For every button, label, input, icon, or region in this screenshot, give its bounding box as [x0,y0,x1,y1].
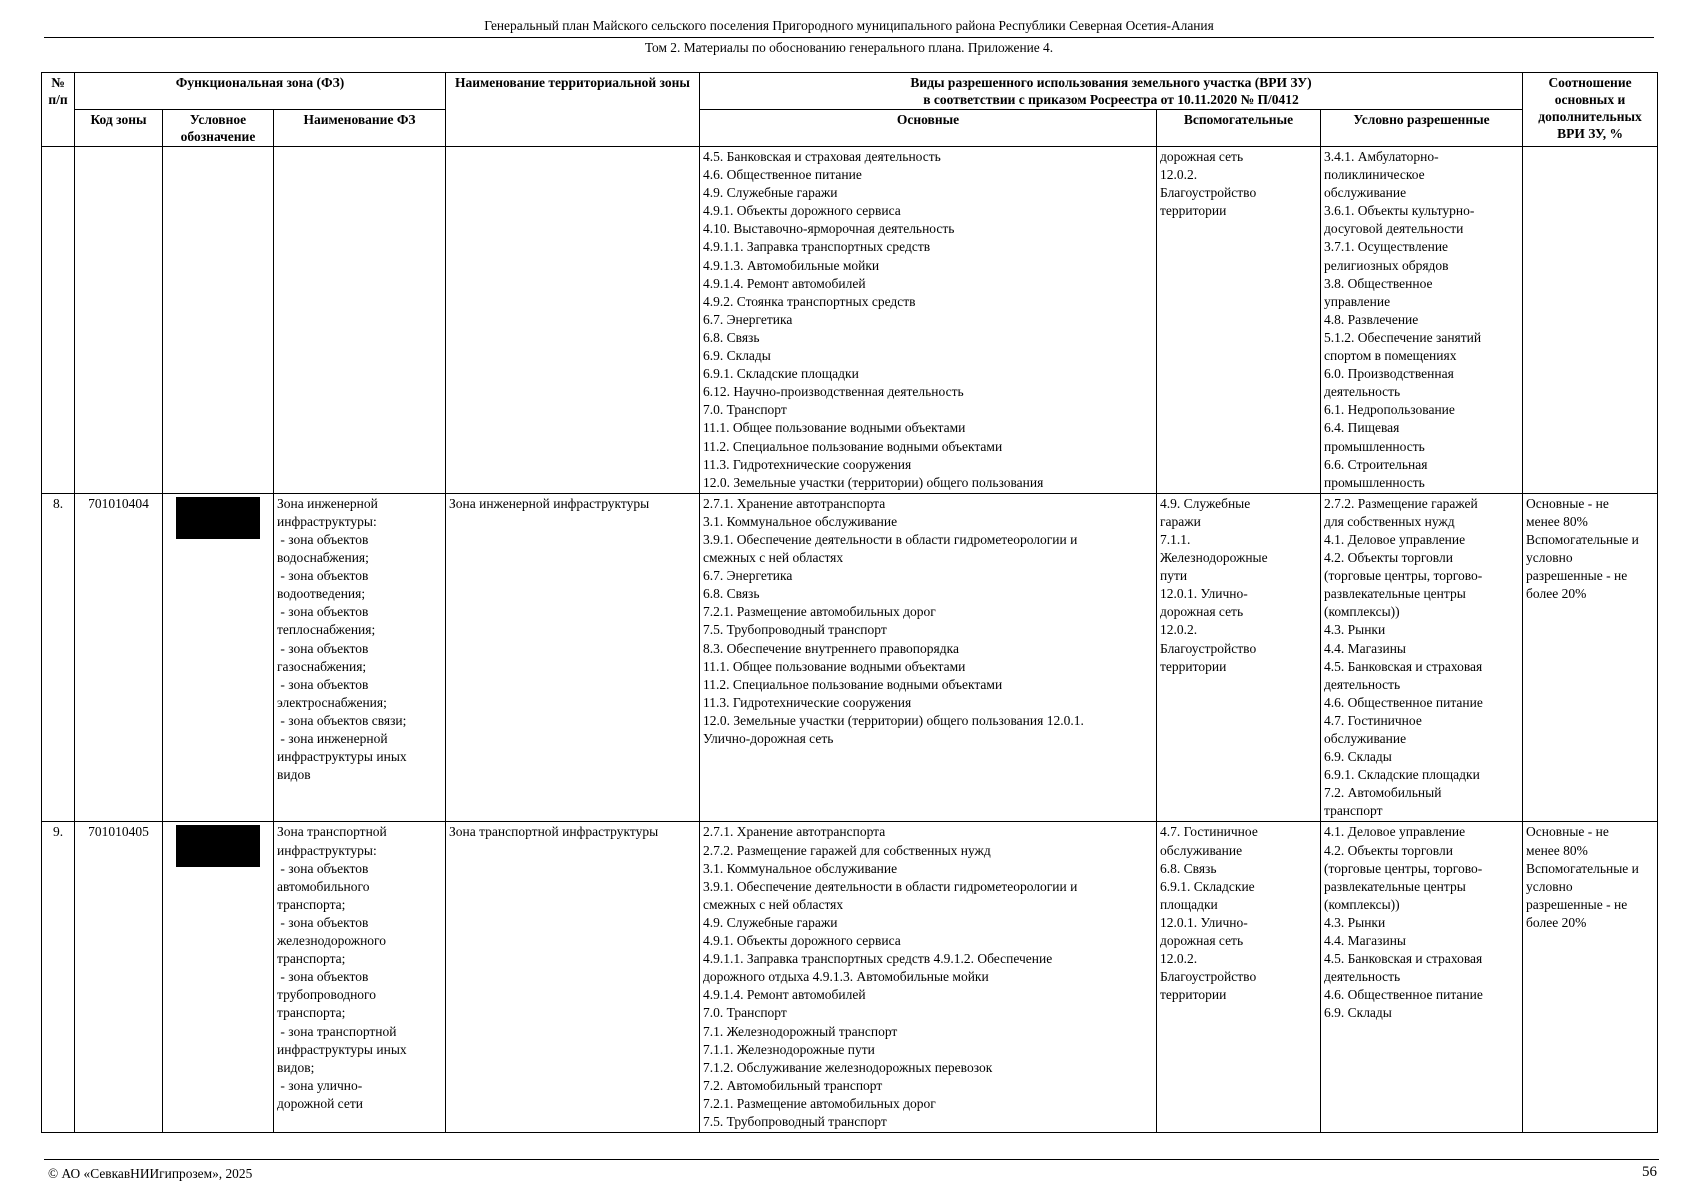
fz-name-cell [274,493,446,822]
header-divider [44,37,1654,38]
cell-line: - зона транспортной [277,1023,397,1039]
cell-line: Зона инженерной [277,495,378,511]
cell-line: - зона объектов [277,969,369,985]
cell-line: Вспомогательные и [1526,531,1639,547]
cell-line: 4.4. Магазины [1324,640,1407,656]
cell-line: дорожная сеть [1160,933,1244,949]
cell-line: 4.7. Гостиничное [1160,824,1258,840]
cell-line: 4.8. Развлечение [1324,311,1419,327]
cell-line: 3.1. Коммунальное обслуживание [703,860,898,876]
auxiliary-uses-cell [1157,493,1321,822]
zone-symbol-cell [163,822,274,1133]
cell-line: 6.9. Склады [1324,749,1392,765]
cell-line: Зона транспортной [277,824,387,840]
zone-code-cell [75,147,163,494]
cell-line: 11.1. Общее пользование водными объектами [703,420,966,436]
cell-line: 2.7.2. Размещение гаражей [1324,495,1478,511]
cell-line: территории [1160,203,1227,219]
footer-divider [44,1159,1659,1160]
cell-line: 7.1.1. [1160,531,1191,547]
cell-line: 4.9.1.4. Ремонт автомобилей [703,275,866,291]
cell-line: 6.6. Строительная [1324,456,1428,472]
cell-line: (торговые центры, торгово- [1324,568,1483,584]
zone-code-cell: 701010404 [75,493,163,822]
cell-line: 11.1. Общее пользование водными объектами [703,658,966,674]
cell-line: 6.4. Пищевая [1324,420,1400,436]
cell-line: Вспомогательные и [1526,860,1639,876]
cell-line: 7.1. Железнодорожный транспорт [703,1023,898,1039]
cell-line: инфраструктуры: [277,842,377,858]
document-header-subtitle: Том 2. Материалы по обоснованию генерального плана. Приложение 4. [644,40,1054,55]
cell-line: - зона объектов [277,531,369,547]
cell-line: - зона инженерной [277,731,388,746]
col-header-zone-code: Код зоны [75,110,163,147]
cell-line: 4.9.1. Объекты дорожного сервиса [703,933,901,949]
footer-copyright: © АО «СевкавНИИгипрозем», 2025 [48,1166,253,1181]
cell-line: 4.4. Магазины [1324,933,1407,949]
cell-line: 5.1.2. Обеспечение занятий [1324,329,1482,345]
cell-line: 7.1.1. Железнодорожные пути [703,1041,875,1057]
cell-line: - зона объектов [277,604,369,620]
territorial-zone-cell [446,822,700,1133]
cell-line: Улично-дорожная сеть [703,731,834,746]
cell-line: 12.0. Земельные участки (территории) общего пользования [703,474,1044,490]
cell-line: 4.9. Служебные гаражи [703,914,838,930]
col-header-main: Основные [700,110,1157,147]
cell-line: 4.7. Гостиничное [1324,712,1422,728]
cell-line: Благоустройство [1160,640,1257,656]
cell-line: разрешенные - не [1526,568,1628,584]
cell-line: 11.3. Гидротехнические сооружения [703,456,912,472]
cell-line: 4.10. Выставочно-ярморочная деятельность [703,221,955,237]
cell-line: 6.1. Недропользование [1324,402,1455,418]
cell-line: Зона транспортной инфраструктуры [449,824,659,840]
cell-line: электроснабжения; [277,694,387,710]
cell-line: 11.2. Специальное пользование водными объектами [703,676,1003,692]
cell-line: теплоснабжения; [277,622,376,638]
main-uses-cell [700,493,1157,822]
zoning-table [41,72,1658,1133]
col-header-conditional: Условно разрешенные [1321,110,1523,147]
cell-line: 8.3. Обеспечение внутреннего правопорядка [703,640,959,656]
cell-line: 7.2.1. Размещение автомобильных дорог [703,604,936,620]
cell-line: Благоустройство [1160,969,1257,985]
cell-line: 6.9.1. Складские [1160,878,1255,894]
cell-line: - зона объектов [277,676,369,692]
cell-line: территории [1160,658,1227,674]
cell-line: транспорта; [277,1005,346,1021]
row-number-cell [42,147,75,494]
col-header-num: № п/п [42,73,75,147]
cell-line: 7.5. Трубопроводный транспорт [703,622,887,638]
table-row [42,822,1658,1133]
cell-line: Основные - не [1526,495,1609,511]
cell-line: водоотведения; [277,586,366,602]
col-header-vri-line1: Виды разрешенного использования земельного участка (ВРИ ЗУ) [910,75,1312,90]
cell-line: 6.9. Склады [703,348,771,364]
cell-line: 7.0. Транспорт [703,402,787,418]
auxiliary-uses-cell [1157,822,1321,1133]
cell-line: 3.8. Общественное [1324,275,1433,291]
cell-line: автомобильного [277,878,370,894]
conditional-uses-cell [1321,822,1523,1133]
cell-line: 6.8. Связь [703,329,760,345]
cell-line: развлекательные центры [1324,878,1466,894]
cell-line: спортом в помещениях [1324,348,1457,364]
cell-line: 4.9.1.1. Заправка транспортных средств 4.9.1.2. Обеспечение [703,951,1053,967]
cell-line: территории [1160,987,1227,1003]
cell-line: железнодорожного [277,933,386,949]
cell-line: разрешенные - не [1526,896,1628,912]
zone-symbol-cell [163,147,274,494]
cell-line: - зона объектов [277,860,369,876]
cell-line: поликлиническое [1324,167,1425,183]
cell-line: - зона объектов [277,914,369,930]
cell-line: 4.2. Объекты торговли [1324,550,1453,566]
cell-line: смежных с ней областях [703,550,844,566]
cell-line: для собственных нужд [1324,513,1455,529]
cell-line: дорожной сети [277,1095,363,1111]
cell-line: 11.2. Специальное пользование водными объектами [703,438,1003,454]
cell-line: 4.9.1.4. Ремонт автомобилей [703,987,866,1003]
ratio-cell [1523,822,1658,1133]
cell-line: 3.7.1. Осуществление [1324,239,1449,255]
fz-name-cell [274,147,446,494]
cell-line: пути [1160,568,1188,584]
ratio-cell [1523,493,1658,822]
cell-line: 4.3. Рынки [1324,914,1386,930]
cell-line: 4.9. Служебные [1160,495,1251,511]
cell-line: 4.5. Банковская и страховая деятельность [703,149,941,164]
zoning-table-body [42,147,1658,1133]
cell-line: 6.7. Энергетика [703,311,793,327]
cell-line: 6.7. Энергетика [703,568,793,584]
page-number: 56 [1642,1164,1657,1180]
cell-line: дорожного отдыха 4.9.1.3. Автомобильные мойки [703,969,989,985]
col-header-symbol: Условное обозначение [163,110,274,147]
cell-line: деятельность [1324,676,1401,692]
cell-line: 4.9.1.1. Заправка транспортных средств [703,239,931,255]
cell-line: дорожная сеть [1160,604,1244,620]
cell-line: 2.7.2. Размещение гаражей для собственных нужд [703,842,991,858]
cell-line: - зона объектов [277,568,369,584]
row-number-cell: 8. [42,493,75,822]
main-uses-cell [700,147,1157,494]
cell-line: обслуживание [1160,842,1243,858]
cell-line: религиозных обрядов [1324,257,1449,273]
cell-line: более 20% [1526,914,1587,930]
cell-line: 4.9.1. Объекты дорожного сервиса [703,203,901,219]
col-header-vri-line2: в соответствии с приказом Росреестра от 10.11.2020 № П/0412 [923,92,1299,107]
col-header-fz: Функциональная зона (ФЗ) [75,73,446,110]
cell-line: 12.0.2. [1160,951,1198,967]
cell-line: 12.0.2. [1160,167,1198,183]
cell-line: промышленность [1324,438,1425,454]
fz-name-cell [274,822,446,1133]
cell-line: 4.6. Общественное питание [703,167,862,183]
cell-line: 12.0.2. [1160,622,1198,638]
territorial-zone-cell [446,147,700,494]
cell-line: транспорта; [277,896,346,912]
cell-line: смежных с ней областях [703,896,844,912]
cell-line: инфраструктуры иных [277,749,407,765]
col-header-ratio: Соотношение основных и дополнительных ВРИ ЗУ, % [1523,73,1658,147]
auxiliary-uses-cell [1157,147,1321,494]
row-number-cell: 9. [42,822,75,1133]
cell-line: 4.2. Объекты торговли [1324,842,1453,858]
table-row [42,147,1658,494]
cell-line: 2.7.1. Хранение автотранспорта [703,824,886,840]
cell-line: 6.9. Склады [1324,1005,1392,1021]
cell-line: условно [1526,550,1573,566]
cell-line: - зона улично- [277,1077,363,1093]
cell-line: 3.9.1. Обеспечение деятельности в области гидрометеорологии и [703,531,1078,547]
cell-line: 2.7.1. Хранение автотранспорта [703,495,886,511]
cell-line: площадки [1160,896,1218,912]
zone-code-cell: 701010405 [75,822,163,1133]
cell-line: 6.8. Связь [1160,860,1217,876]
cell-line: деятельность [1324,384,1401,400]
cell-line: 7.5. Трубопроводный транспорт [703,1113,887,1129]
cell-line: обслуживание [1324,731,1407,746]
cell-line: 6.9.1. Складские площадки [703,366,859,382]
cell-line: 7.2. Автомобильный транспорт [703,1077,883,1093]
cell-line: 4.1. Деловое управление [1324,824,1466,840]
cell-line: Железнодорожные [1160,550,1268,566]
cell-line: менее 80% [1526,513,1588,529]
cell-line: транспорта; [277,951,346,967]
cell-line: 7.2. Автомобильный [1324,785,1442,801]
cell-line: 4.6. Общественное питание [1324,987,1483,1003]
cell-line: газоснабжения; [277,658,367,674]
cell-line: видов; [277,1059,315,1075]
cell-line: 4.9. Служебные гаражи [703,185,838,201]
cell-line: дорожная сеть [1160,149,1244,164]
zone-symbol-cell [163,493,274,822]
cell-line: 12.0. Земельные участки (территории) общего пользования 12.0.1. [703,712,1084,728]
cell-line: 12.0.1. Улично- [1160,586,1248,602]
cell-line: инфраструктуры иных [277,1041,407,1057]
cell-line: - зона объектов связи; [277,712,407,728]
cell-line: (комплексы)) [1324,896,1400,912]
cell-line: 7.1.2. Обслуживание железнодорожных перевозок [703,1059,993,1075]
main-uses-cell [700,822,1157,1133]
cell-line: 4.5. Банковская и страховая [1324,951,1483,967]
col-header-fz-name: Наименование ФЗ [274,110,446,147]
cell-line: менее 80% [1526,842,1588,858]
cell-line: Основные - не [1526,824,1609,840]
cell-line: видов [277,767,311,783]
cell-line: 6.8. Связь [703,586,760,602]
col-header-auxiliary: Вспомогательные [1157,110,1321,147]
cell-line: - зона объектов [277,640,369,656]
col-header-territorial: Наименование территориальной зоны [446,73,700,147]
document-header-title: Генеральный план Майского сельского поселения Пригородного муниципального района Республики Северная Осетия-Алания [484,18,1214,33]
cell-line: (торговые центры, торгово- [1324,860,1483,876]
cell-line: деятельность [1324,969,1401,985]
cell-line: гаражи [1160,513,1201,529]
cell-line: 3.6.1. Объекты культурно- [1324,203,1475,219]
cell-line: обслуживание [1324,185,1407,201]
table-row [42,493,1658,822]
cell-line: 4.1. Деловое управление [1324,531,1466,547]
cell-line: 4.9.2. Стоянка транспортных средств [703,293,916,309]
cell-line: транспорт [1324,803,1383,819]
cell-line: досуговой деятельности [1324,221,1464,237]
zone-symbol-swatch [176,497,260,539]
cell-line: 7.2.1. Размещение автомобильных дорог [703,1095,936,1111]
cell-line: Зона инженерной инфраструктуры [449,495,650,511]
cell-line: 3.1. Коммунальное обслуживание [703,513,898,529]
cell-line: промышленность [1324,474,1425,490]
cell-line: 3.9.1. Обеспечение деятельности в области гидрометеорологии и [703,878,1078,894]
col-header-vri [700,73,1523,110]
ratio-cell [1523,147,1658,494]
zone-symbol-swatch [176,825,260,867]
cell-line: 4.5. Банковская и страховая [1324,658,1483,674]
cell-line: Благоустройство [1160,185,1257,201]
cell-line: водоснабжения; [277,550,369,566]
cell-line: 7.0. Транспорт [703,1005,787,1021]
cell-line: 6.9.1. Складские площадки [1324,767,1480,783]
cell-line: 6.12. Научно-производственная деятельность [703,384,964,400]
cell-line: 6.0. Производственная [1324,366,1454,382]
cell-line: 4.3. Рынки [1324,622,1386,638]
conditional-uses-cell [1321,493,1523,822]
cell-line: 4.6. Общественное питание [1324,694,1483,710]
cell-line: управление [1324,293,1391,309]
territorial-zone-cell [446,493,700,822]
cell-line: 12.0.1. Улично- [1160,914,1248,930]
cell-line: (комплексы)) [1324,604,1400,620]
cell-line: развлекательные центры [1324,586,1466,602]
cell-line: условно [1526,878,1573,894]
cell-line: трубопроводного [277,987,376,1003]
cell-line: инфраструктуры: [277,513,377,529]
cell-line: 4.9.1.3. Автомобильные мойки [703,257,880,273]
cell-line: 3.4.1. Амбулаторно- [1324,149,1439,164]
cell-line: 11.3. Гидротехнические сооружения [703,694,912,710]
cell-line: более 20% [1526,586,1587,602]
conditional-uses-cell [1321,147,1523,494]
